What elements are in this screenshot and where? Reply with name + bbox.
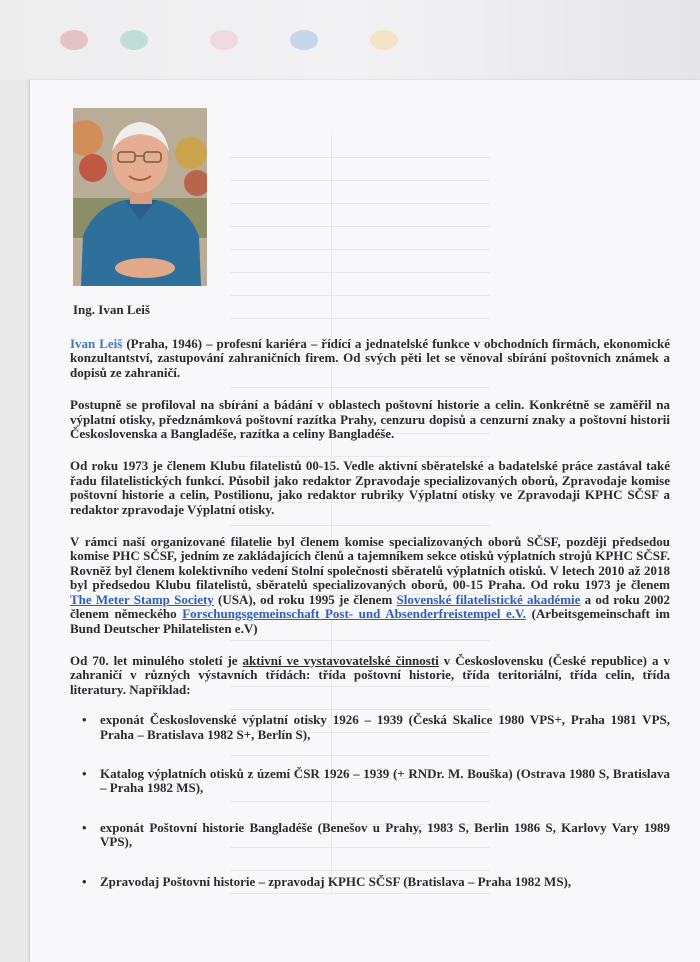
- list-item: [82, 875, 670, 889]
- scan-top-edge: [0, 0, 700, 80]
- exhibitions-text-1: Od 70. let minulého století je: [70, 652, 243, 668]
- paragraph-organizations: [70, 535, 670, 636]
- bullet-icon: •: [82, 873, 87, 889]
- exhibitions-text-2: v Československu (České republice) a v zahraničí v různých výstavních třídách: třída poštovní historie, třída teritoriální, třída celin, třída literatury. Například:: [70, 652, 670, 697]
- list-item-text: exponát Československé výplatní otisky 1926 – 1939 (Česká Skalice 1980 VPS+, Praha 1981 VPS, Praha – Bratislava 1982 S+, Berlín S),: [100, 712, 670, 742]
- photo-caption: Ing. Ivan Leiš: [73, 302, 150, 317]
- portrait-photo: [73, 108, 207, 286]
- organizations-text-1: V rámci naší organizované filatelie byl členem komise specializovaných oborů SČSF, později předsedou komise PHC SČSF, jedním ze zakládajících členů a tajemníkem sekce otisků výplatních strojů KPHC SČSF. Rovněž byl členem kolektivního vedení Stolní společnosti sběratelů výplatních otisků. V letech 2010 až 2018 byl předsedou Klubu filatelistů, sběratelů specializovaných oborů, 00-15 Praha. Od roku 1973 je členem: [70, 534, 670, 593]
- person-name: Ivan Leiš: [70, 336, 123, 351]
- list-item: [82, 713, 670, 742]
- portrait-illustration: [73, 108, 207, 286]
- list-item: [82, 821, 670, 850]
- organizations-text-3: a od roku 2002 členem německého: [70, 591, 670, 622]
- bleed-flower-decoration: [120, 30, 148, 50]
- paragraph-exhibitions: [70, 654, 670, 697]
- paragraph-club-membership: Od roku 1973 je členem Klubu filatelistů 00-15. Vedle aktivní sběratelské a badatelské práce zastával také řadu filatelistických funkcí. Působil jako redaktor Zpravodaje specializovaných oborů, Zpravodaje komise poštovní historie a celin, Postilionu, jako redaktor rubriky Výplatní otisky ve Zpravodaji KPHC SČSF a redaktor zpravodaje Výplatní otisky.: [70, 458, 670, 517]
- paragraph-intro: [70, 337, 670, 380]
- bullet-icon: •: [82, 765, 87, 781]
- bullet-icon: •: [82, 819, 87, 835]
- list-item-text: exponát Poštovní historie Bangladéše (Benešov u Prahy, 1983 S, Berlin 1986 S, Karlovy Vary 1989 VPS),: [100, 819, 670, 850]
- list-item: [82, 767, 670, 796]
- bleed-flower-decoration: [370, 30, 398, 50]
- exhibitions-underlined-phrase: aktivní ve vystavovatelské činnosti: [242, 652, 439, 668]
- organizations-text-4: (Arbeitsgemeinschaft im Bund Deutscher Philatelisten e.V): [70, 606, 670, 636]
- exhibits-list: [70, 713, 670, 889]
- paragraph-collecting-focus: Postupně se profiloval na sbírání a bádání v oblastech poštovní historie a celin. Konkrétně se zaměřil na výplatní otisky, předznámková poštovní razítka Prahy, cenzuru dopisů a cenzurní znaky a poštovní historii Československa a Bangladéše, razítka a celiny Bangladéše.: [70, 397, 670, 442]
- bleed-flower-decoration: [60, 30, 88, 50]
- link-slovenska-filatelisticka-akademie[interactable]: Slovenské filatelistické akadémie: [396, 591, 581, 607]
- bleed-flower-decoration: [210, 30, 238, 50]
- organizations-text-2: (USA), od roku 1995 je členem: [213, 591, 397, 607]
- document-body: [70, 337, 670, 889]
- list-item-text: Zpravodaj Poštovní historie – zpravodaj KPHC SČSF (Bratislava – Praha 1982 MS),: [100, 873, 572, 889]
- link-meter-stamp-society[interactable]: The Meter Stamp Society: [70, 591, 214, 607]
- bleed-flower-decoration: [290, 30, 318, 50]
- bullet-icon: •: [82, 712, 87, 728]
- intro-text: (Praha, 1946) – profesní kariéra – řídící a jednatelské funkce v obchodních firmách, ekonomické konzultantství, zastupování zahraničních firem. Od svých pěti let se věnoval sbírání poštovních známek a dopisů ze zahraničí.: [70, 336, 670, 380]
- document-page: [30, 80, 700, 962]
- list-item-text: Katalog výplatních otisků z území ČSR 1926 – 1939 (+ RNDr. M. Bouška) (Ostrava 1980 S, Bratislava – Praha 1982 MS),: [100, 765, 670, 796]
- link-forschungsgemeinschaft[interactable]: Forschungsgemeinschaft Post- und Absenderfreistempel e.V.: [182, 606, 527, 622]
